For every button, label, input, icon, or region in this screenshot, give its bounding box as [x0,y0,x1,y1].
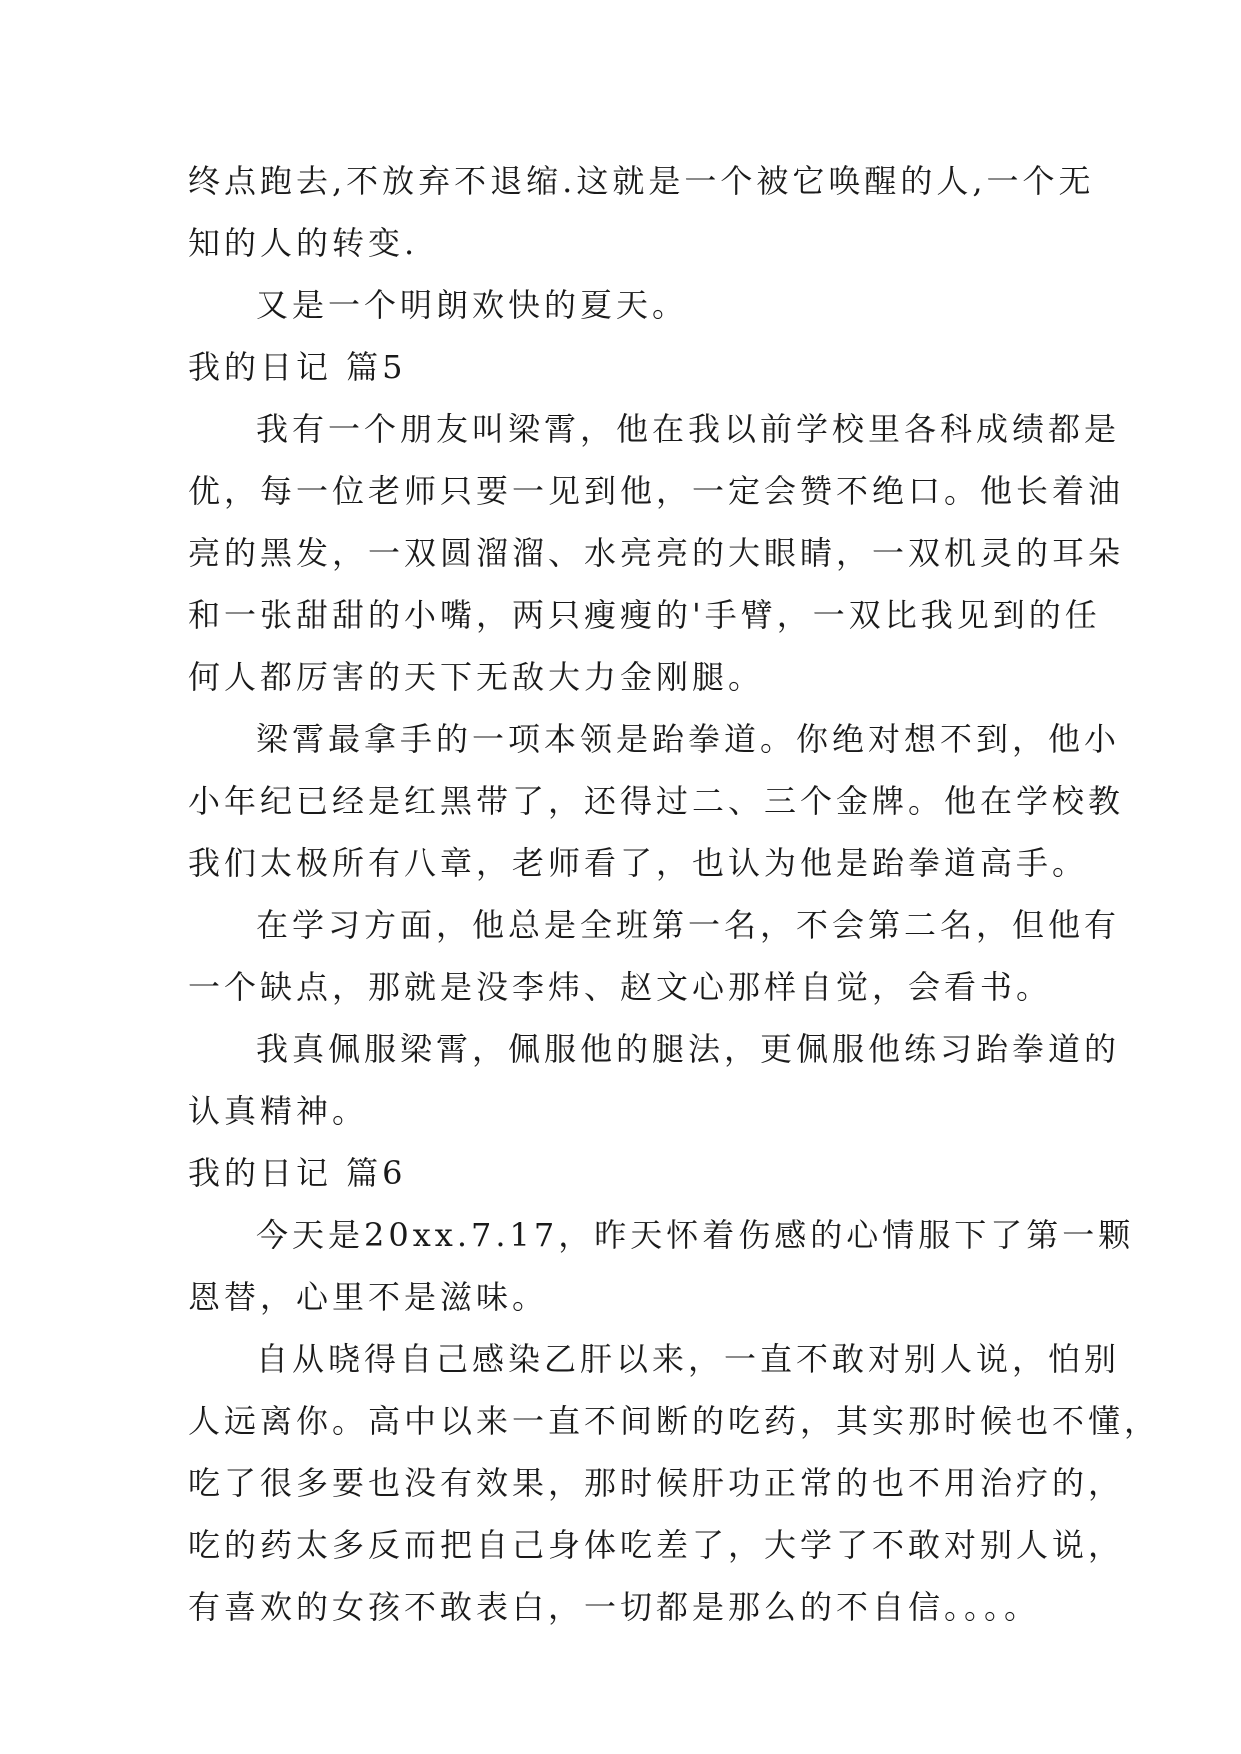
paragraph-line: 梁霄最拿手的一项本领是跆拳道。你绝对想不到，他小 [256,720,1121,758]
body-line: 亮的黑发，一双圆溜溜、水亮亮的大眼睛，一双机灵的耳朵 [188,534,1125,572]
paragraph-line: 又是一个明朗欢快的夏天。 [256,286,689,324]
body-line: 和一张甜甜的小嘴，两只瘦瘦的'手臂，一双比我见到的任 [188,596,1101,634]
body-line: 人远离你。高中以来一直不间断的吃药，其实那时候也不懂， [188,1402,1161,1440]
paragraph-line: 我有一个朋友叫梁霄，他在我以前学校里各科成绩都是 [256,410,1121,448]
document-body [188,150,1161,1638]
body-line: 终点跑去,不放弃不退缩.这就是一个被它唤醒的人,一个无 [188,162,1095,200]
paragraph-line: 今天是20xx.7.17，昨天怀着伤感的心情服下了第一颗 [256,1216,1135,1254]
paragraph-line: 在学习方面，他总是全班第一名，不会第二名，但他有 [256,906,1121,944]
body-line: 恩替，心里不是滋味。 [188,1278,549,1316]
paragraph-line: 我真佩服梁霄，佩服他的腿法，更佩服他练习跆拳道的 [256,1030,1121,1068]
body-line: 吃的药太多反而把自己身体吃差了，大学了不敢对别人说， [188,1526,1125,1564]
paragraph-line: 自从晓得自己感染乙肝以来，一直不敢对别人说，怕别 [256,1340,1121,1378]
body-line: 我们太极所有八章，老师看了，也认为他是跆拳道高手。 [188,844,1089,882]
section-heading-5: 我的日记 篇5 [188,348,407,386]
body-line: 知的人的转变. [188,224,419,262]
body-line: 吃了很多要也没有效果，那时候肝功正常的也不用治疗的， [188,1464,1125,1502]
section-heading-6: 我的日记 篇6 [188,1154,407,1192]
body-line: 有喜欢的女孩不敢表白，一切都是那么的不自信。。。。 [188,1588,1041,1626]
body-line: 一个缺点，那就是没李炜、赵文心那样自觉，会看书。 [188,968,1053,1006]
body-line: 优，每一位老师只要一见到他，一定会赞不绝口。他长着油 [188,472,1125,510]
body-line: 认真精神。 [188,1092,369,1130]
body-line: 小年纪已经是红黑带了，还得过二、三个金牌。他在学校教 [188,782,1125,820]
body-line: 何人都厉害的天下无敌大力金刚腿。 [188,658,765,696]
